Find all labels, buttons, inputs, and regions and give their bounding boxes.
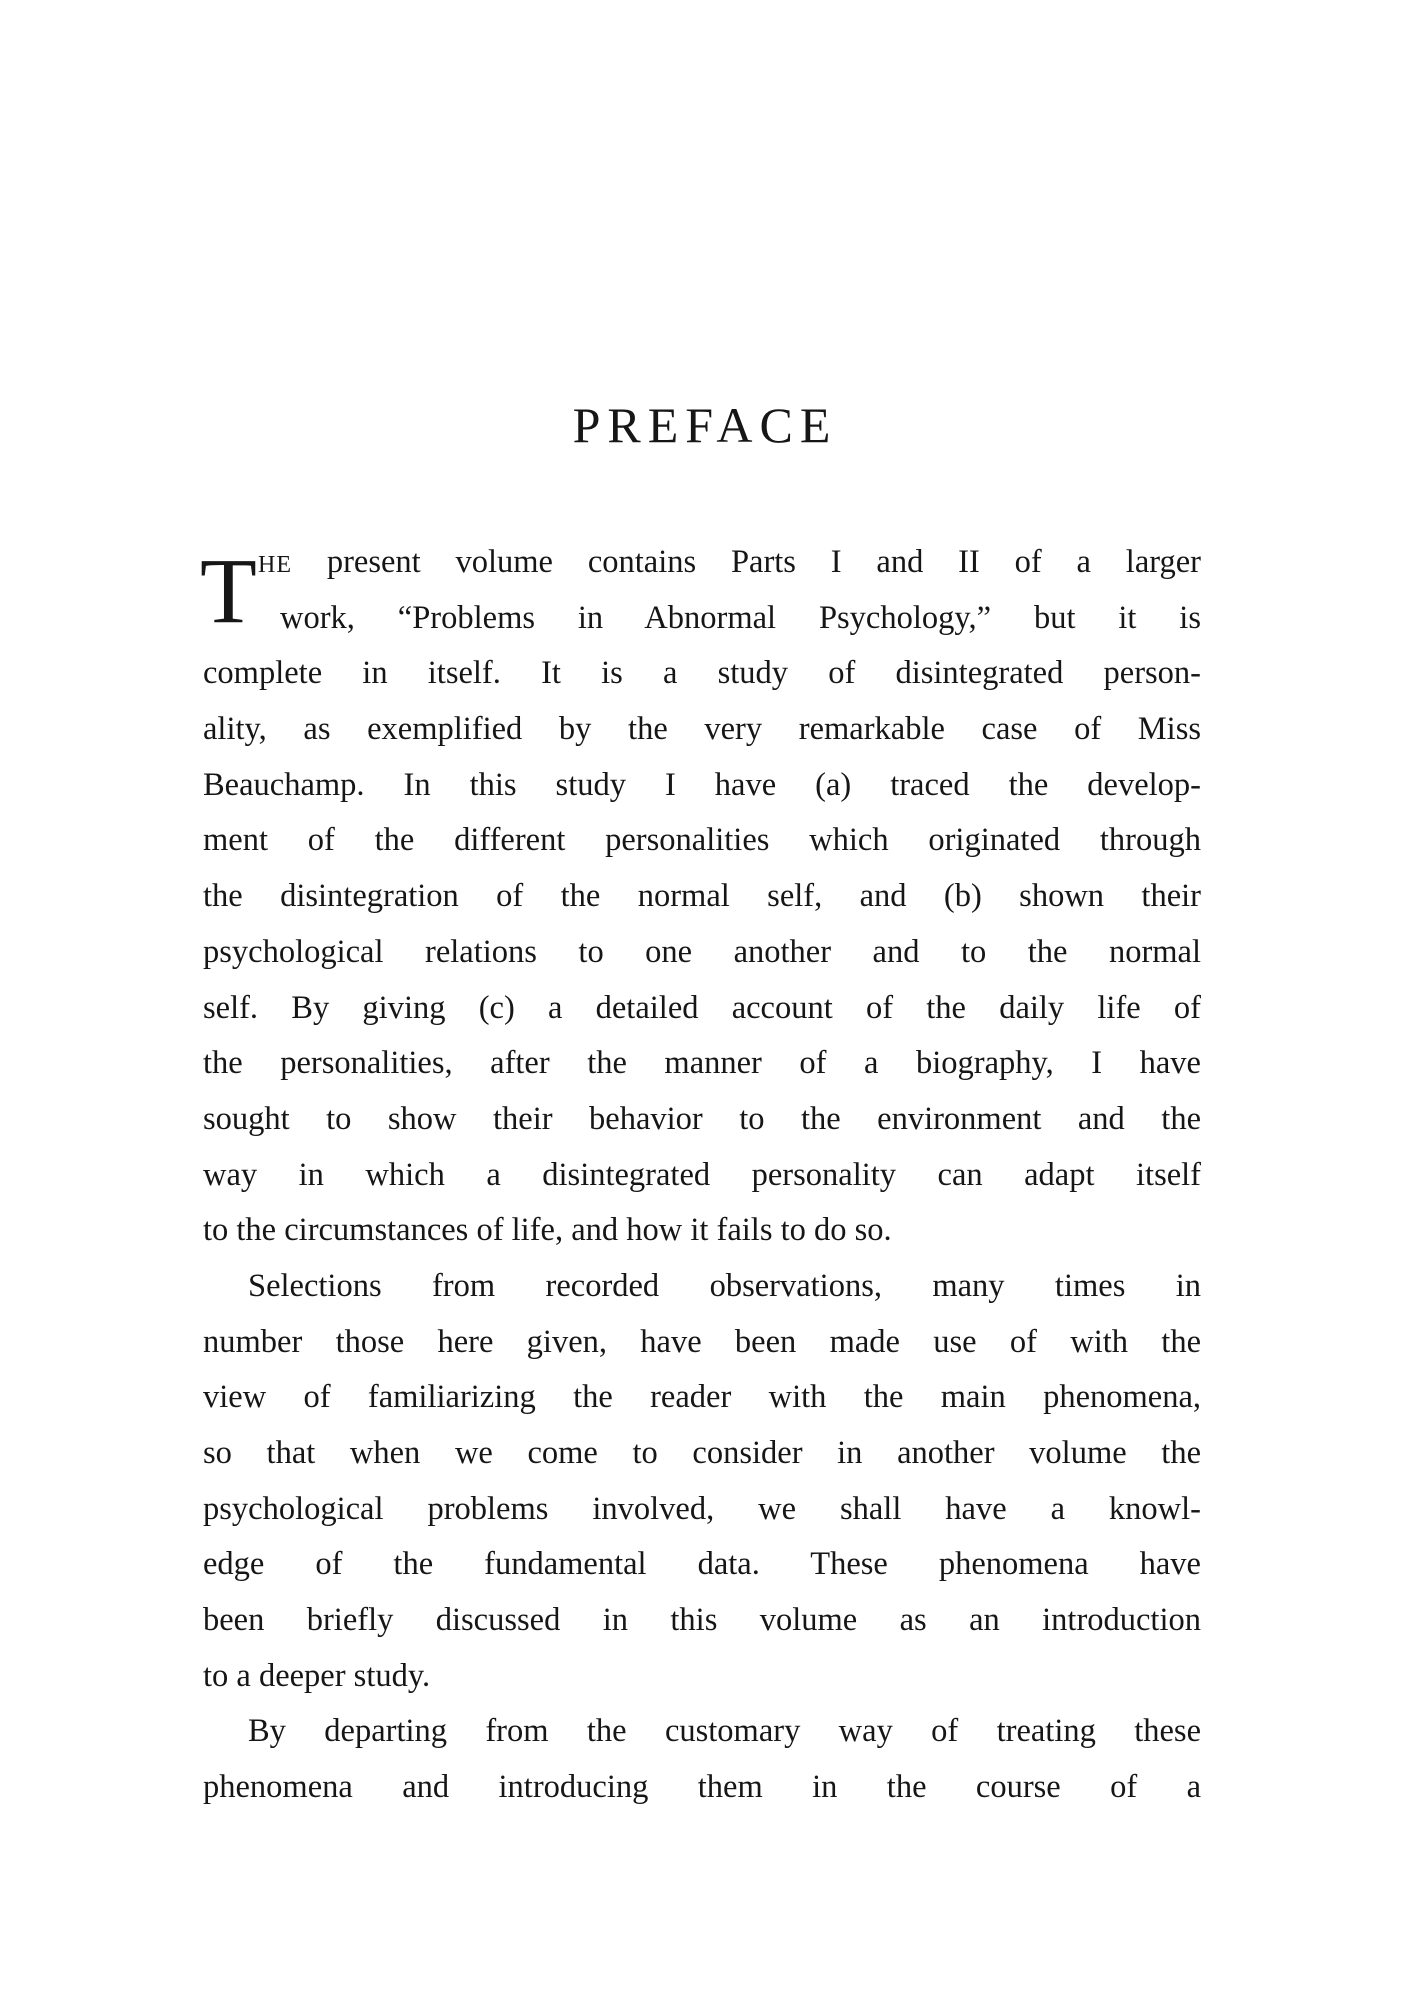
text-line: so that when we come to consider in another volume the: [203, 1435, 1201, 1471]
text-line: to a deeper study.: [203, 1657, 431, 1694]
small-caps-word: HE: [258, 552, 292, 578]
drop-cap: T: [200, 540, 257, 643]
text-line: complete in itself. It is a study of disintegrated person-: [203, 655, 1201, 692]
text-line: Selections from recorded observations, many times in: [248, 1267, 1201, 1304]
text-line: to the circumstances of life, and how it fails to do so.: [203, 1212, 892, 1249]
preface-text: [203, 535, 1201, 1816]
text-line: psychological problems involved, we shall have a knowl-: [203, 1490, 1201, 1527]
text-line: edge of the fundamental data. These phenomena have: [203, 1546, 1201, 1583]
text-line: ality, as exemplified by the very remarkable case of Miss: [203, 711, 1201, 748]
text-line: been briefly discussed in this volume as an introduction: [203, 1602, 1201, 1639]
text-line: ment of the different personalities which originated through: [203, 822, 1201, 859]
text-line: phenomena and introducing them in the course of a: [203, 1769, 1201, 1806]
text-line: number those here given, have been made use of with the: [203, 1323, 1201, 1360]
text-line: Beauchamp. In this study I have (a) traced the develop-: [203, 766, 1201, 803]
text-line: psychological relations to one another and to the normal: [203, 933, 1201, 970]
text-line: HE present volume contains Parts I and II of a larger: [258, 544, 1201, 580]
text-line: By departing from the customary way of treating these: [248, 1713, 1201, 1750]
text-line: sought to show their behavior to the environment and the: [203, 1100, 1201, 1137]
text-line: the personalities, after the manner of a biography, I have: [203, 1045, 1201, 1082]
text-line: the disintegration of the normal self, and (b) shown their: [203, 878, 1201, 915]
text-line: view of familiarizing the reader with the main phenomena,: [203, 1379, 1201, 1416]
text-line: work, “Problems in Abnormal Psychology,” but it is: [280, 599, 1201, 636]
text-line: self. By giving (c) a detailed account of the daily life of: [203, 989, 1201, 1026]
text-line: way in which a disintegrated personality can adapt itself: [203, 1156, 1201, 1193]
page-title: PREFACE: [572, 397, 838, 453]
